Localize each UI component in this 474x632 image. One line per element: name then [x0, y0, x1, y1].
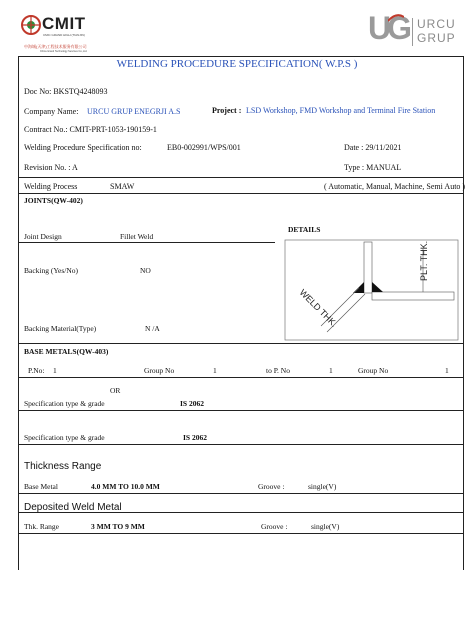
spec1-label: Specification type & grade: [24, 399, 105, 408]
fillet-weld-diagram: [283, 237, 463, 347]
spec1-value: IS 2062: [180, 399, 204, 408]
cmit-logo-sub1: CMIC GRAND HIGH (TIANJIN): [43, 33, 85, 37]
urcu-swoosh-icon: [388, 14, 404, 22]
process-label: Welding Process: [24, 182, 78, 191]
date: Date : 29/11/2021: [344, 143, 402, 152]
deposited-title: Deposited Weld Metal: [24, 502, 122, 513]
divider-process: [18, 193, 464, 194]
joint-design-value: Fillet Weld: [120, 232, 154, 241]
divider-before-process: [18, 177, 464, 178]
contract-no: Contract No.: CMIT-PRT-1053-190159-1: [24, 125, 157, 134]
group2-label: Group No: [358, 366, 389, 375]
backing-material-value: N /A: [145, 324, 160, 333]
divider-spec1: [18, 410, 464, 411]
frame-right-line-lower: [463, 512, 464, 570]
divider-spec2: [18, 444, 464, 445]
urcu-logo: [368, 10, 464, 52]
company-label: Company Name:: [24, 107, 79, 116]
divider-joints: [18, 343, 464, 344]
wps-label: Welding Procedure Specification no:: [24, 143, 142, 152]
group1-value: 1: [213, 366, 217, 375]
urcu-logo-text2: GRUP: [417, 31, 456, 45]
group2-value: 1: [445, 366, 449, 375]
or-text: OR: [110, 386, 121, 395]
urcu-logo-mark: UG: [368, 10, 408, 46]
urcu-logo-text1: URCU: [417, 17, 456, 31]
urcu-logo-divider: [412, 18, 413, 46]
weld-right: [372, 282, 383, 292]
backing-material-label: Backing Material(Type): [24, 324, 97, 333]
revision-no: Revision No. : A: [24, 163, 78, 172]
cmit-emblem-icon: [20, 14, 42, 36]
document-title: WELDING PROCEDURE SPECIFICATION( W.P.S ): [116, 58, 358, 70]
backing-label: Backing (Yes/No): [24, 266, 79, 275]
spec2-label: Specification type & grade: [24, 433, 105, 442]
cmit-logo-sub3: China Grand Technology Services Co.,Ltd.: [40, 50, 88, 53]
divider-pno: [18, 377, 464, 378]
base-metal-label: Base Metal: [24, 482, 58, 491]
groove1-label: Groove :: [258, 482, 285, 491]
group1-label: Group No: [144, 366, 175, 375]
vertical-plate: [364, 242, 372, 293]
weld-left: [353, 282, 364, 293]
frame-top-line: [18, 56, 464, 57]
joint-design-underline: [18, 242, 275, 243]
process-options: ( Automatic, Manual, Machine, Semi Auto ): [324, 182, 466, 191]
groove2-label: Groove :: [261, 522, 288, 531]
process-value: SMAW: [110, 182, 135, 191]
weld-thk-label: WELD THK.: [297, 287, 340, 329]
groove2-value: single(V): [311, 522, 340, 531]
company-value: URCU GRUP ENEGRJI A.S: [87, 107, 181, 116]
base-metal-value: 4.0 MM TO 10.0 MM: [91, 482, 160, 491]
type: Type : MANUAL: [344, 163, 402, 172]
divider-base-metal: [18, 493, 464, 494]
details-label: DETAILS: [288, 225, 321, 234]
thk-range-value: 3 MM TO 9 MM: [91, 522, 145, 531]
wps-value: EB0-002991/WPS/001: [167, 143, 241, 152]
groove1-value: single(V): [308, 482, 337, 491]
header: [18, 10, 464, 55]
divider-thk-range: [18, 533, 464, 534]
topno-value: 1: [329, 366, 333, 375]
thk-range-label: Thk. Range: [24, 522, 59, 531]
spec2-value: IS 2062: [183, 433, 207, 442]
project-value: LSD Workshop, FMD Workshop and Terminal Fire Station: [246, 106, 436, 115]
plate-thk-label: PLT. THK.: [419, 240, 429, 281]
project-label: Project :: [212, 106, 242, 115]
doc-no: Doc No: BKSTQ4248093: [24, 87, 108, 96]
joint-design-label: Joint Design: [24, 232, 62, 241]
cmit-logo-sub2: 中海城(天津)工程技术服务有限公司: [24, 44, 87, 49]
pno-label: P.No:: [28, 366, 45, 375]
thickness-title: Thickness Range: [24, 461, 102, 472]
pno-value: 1: [53, 366, 57, 375]
frame-left-line-lower: [18, 512, 19, 570]
backing-value: NO: [140, 266, 151, 275]
cmit-logo-text: CMIT: [42, 14, 86, 33]
cmit-logo: [18, 12, 138, 52]
base-metals-title: BASE METALS(QW-403): [24, 347, 109, 356]
topno-label: to P. No: [266, 366, 290, 375]
joints-title: JOINTS(QW-402): [24, 196, 83, 205]
horizontal-plate: [372, 292, 454, 300]
